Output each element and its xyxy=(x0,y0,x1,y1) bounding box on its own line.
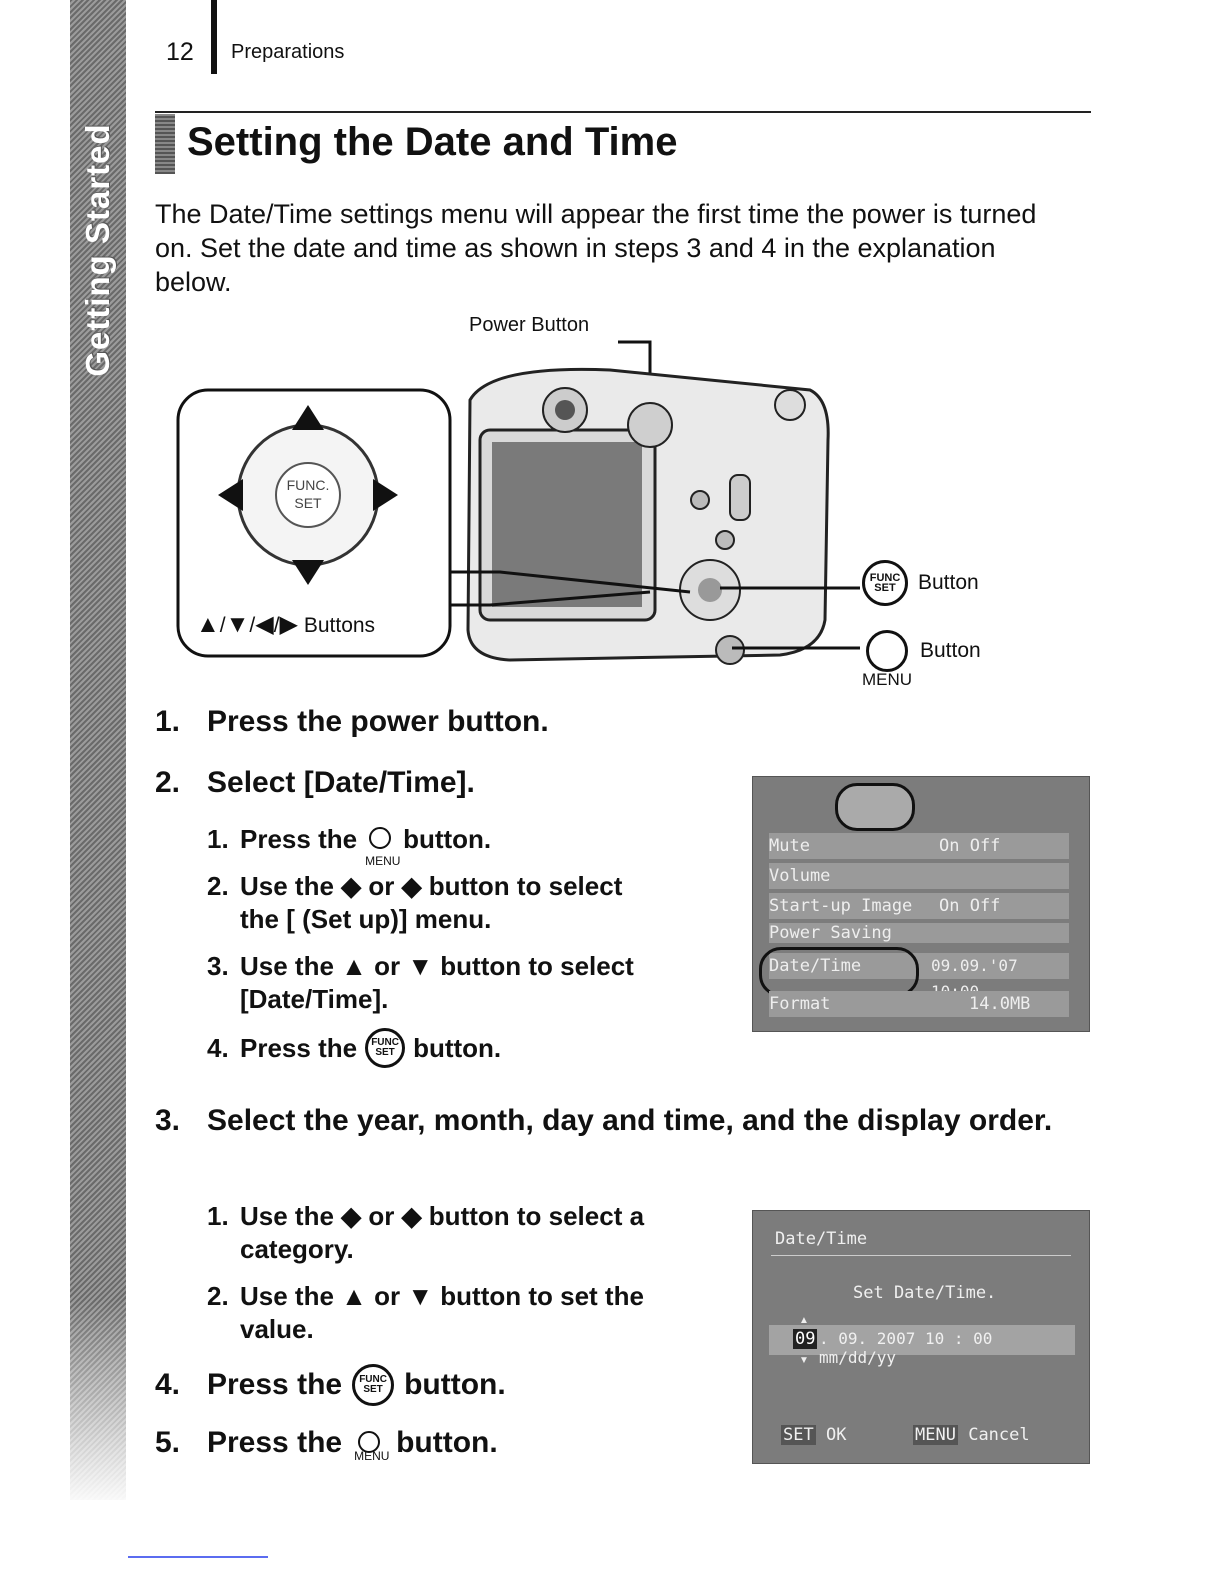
camera-illustration xyxy=(170,330,870,700)
step-5 xyxy=(155,1426,498,1463)
arrow-left-icon: ◀ xyxy=(255,611,274,638)
menu-button-label: Button xyxy=(920,639,981,662)
substep-number: 4. xyxy=(207,1032,229,1063)
arrow-down-icon: ▼ xyxy=(225,611,250,638)
page-number: 12 xyxy=(166,38,194,66)
step-2-substeps xyxy=(207,820,727,1068)
substep-text: button. xyxy=(413,1032,502,1063)
substep-text: button. xyxy=(403,823,492,854)
svg-text:SET: SET xyxy=(294,495,322,511)
page-title: Setting the Date and Time xyxy=(187,120,678,164)
menu-icon-text: MENU xyxy=(862,670,913,689)
header-divider xyxy=(211,0,217,74)
menu-row: Mute On Off xyxy=(769,833,1069,859)
power-button-label: Power Button xyxy=(469,314,590,336)
title-rule xyxy=(155,111,1091,113)
side-tab-label: Getting Started xyxy=(79,123,116,377)
step-3 xyxy=(155,1100,1075,1142)
screen-divider xyxy=(771,1255,1071,1256)
substep-text: [Date/Time]. xyxy=(240,984,389,1014)
step-3-substeps xyxy=(207,1200,747,1346)
menu-circle-icon xyxy=(866,630,908,672)
menu-button-icon: MENU xyxy=(365,827,395,851)
substep-text: category. xyxy=(240,1234,354,1264)
section-label: Preparations xyxy=(231,41,345,63)
menu-row: Volume xyxy=(769,863,1069,889)
arrow-right-icon: ▶ xyxy=(279,611,298,638)
side-tab-fade xyxy=(70,1300,126,1510)
selected-field[interactable]: 09 xyxy=(795,1329,816,1349)
step-text: Press the xyxy=(207,1426,343,1459)
svg-text:FUNC.: FUNC. xyxy=(286,477,330,493)
func-set-icon: FUNC SET xyxy=(862,560,908,606)
substep-text: Use the ▲ or ▼ button to select xyxy=(240,951,634,981)
substep-text: Use the ▲ or ▼ button to set the xyxy=(240,1281,644,1311)
ok-hint: SET OK xyxy=(783,1425,847,1445)
substep-text: Use the ◆ or ◆ button to select a xyxy=(240,1201,645,1231)
footer-rule xyxy=(128,1556,268,1558)
substep xyxy=(207,870,727,936)
step-number: 5. xyxy=(155,1426,181,1459)
func-button-callout xyxy=(862,560,979,606)
substep-text: Press the xyxy=(240,823,358,854)
step-number: 4. xyxy=(155,1368,181,1401)
func-set-icon: FUNC SET xyxy=(352,1364,394,1406)
step-number: 2. xyxy=(155,766,181,799)
func-button-label: Button xyxy=(918,571,979,594)
menu-row: Date/Time 09.09.'07 xyxy=(769,953,1069,979)
title-marker xyxy=(155,114,175,174)
menu-row: Start-up Image On Off xyxy=(769,893,1069,919)
menu-row: Format 14.0MB xyxy=(769,991,1069,1017)
screen-title: Date/Time xyxy=(775,1229,868,1249)
substep-text: value. xyxy=(240,1314,314,1344)
intro-paragraph: The Date/Time settings menu will appear the first time the power is turned on. Set the date and time as shown in steps 3 and 4 in the explanation below. xyxy=(155,199,1037,297)
substep xyxy=(207,820,727,868)
arrow-buttons-label: Buttons xyxy=(303,614,376,637)
menu-button-callout xyxy=(862,630,981,690)
date-values: . 09. 2007 10 : 00 mm/dd/yy xyxy=(819,1329,993,1367)
substep xyxy=(207,1028,727,1068)
date-time-highlight xyxy=(759,947,919,997)
settings-menu-screen xyxy=(752,776,1090,1032)
step-1 xyxy=(155,705,549,739)
substep xyxy=(207,1200,747,1266)
arrow-buttons-caption: ▲/▼/◀/▶ Buttons xyxy=(196,611,376,638)
substep-number: 1. xyxy=(207,823,229,854)
step-number: 1. xyxy=(155,705,181,738)
step-text: Select the year, month, day and time, and the display order. xyxy=(207,1104,1053,1137)
arrow-up-icon: ▲ xyxy=(196,611,220,638)
substep-text: Use the ◆ or ◆ button to select xyxy=(240,871,623,901)
substep-number: 1. xyxy=(207,1201,229,1231)
menu-row: Power Saving xyxy=(769,923,1069,943)
screen-subtitle: Set Date/Time. xyxy=(853,1283,997,1303)
step-2 xyxy=(155,766,475,800)
date-time-screen xyxy=(752,1210,1090,1464)
step-text: button. xyxy=(404,1368,506,1401)
cancel-hint: MENU Cancel xyxy=(915,1425,1030,1445)
substep-number: 3. xyxy=(207,951,229,981)
up-indicator-icon: ▲ xyxy=(799,1315,809,1326)
substep-number: 2. xyxy=(207,871,229,901)
step-text: Select [Date/Time]. xyxy=(207,766,475,799)
substep-number: 2. xyxy=(207,1281,229,1311)
substep xyxy=(207,950,727,1016)
substep-text: the [ (Set up)] menu. xyxy=(240,904,492,934)
substep-text: Press the xyxy=(240,1032,358,1063)
down-indicator-icon: ▼ xyxy=(799,1355,809,1366)
menu-button-icon: MENU xyxy=(354,1431,384,1455)
date-entry-row[interactable] xyxy=(769,1325,1075,1367)
step-text: button. xyxy=(396,1426,498,1459)
step-number: 3. xyxy=(155,1104,181,1137)
setup-tab-highlight xyxy=(835,783,915,831)
substep xyxy=(207,1280,747,1346)
step-text: Press the power button. xyxy=(207,705,549,738)
step-4 xyxy=(155,1364,506,1406)
func-set-icon: FUNC SET xyxy=(365,1028,405,1068)
step-text: Press the xyxy=(207,1368,343,1401)
